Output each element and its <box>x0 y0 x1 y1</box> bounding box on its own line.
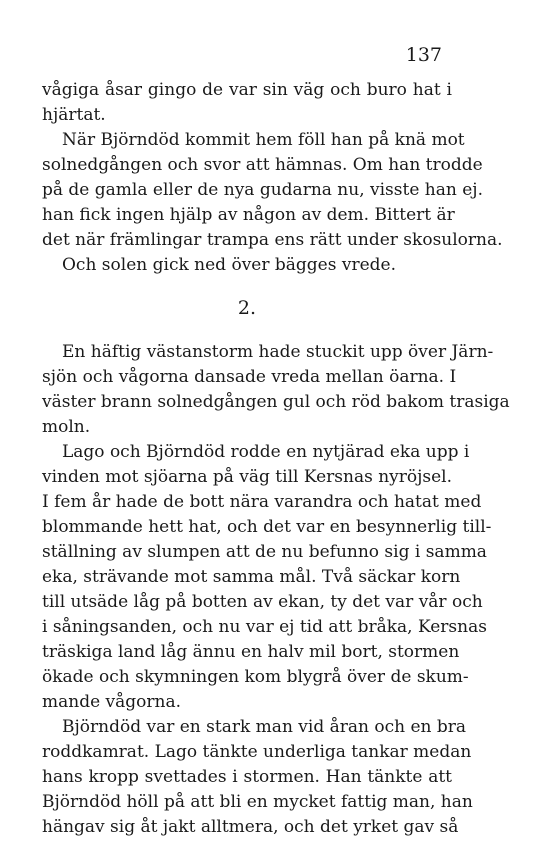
text-line: på de gamla eller de nya gudarna nu, visste han ej. <box>42 180 483 200</box>
text-line: hängav sig åt jakt alltmera, och det yrket gav så <box>42 817 459 837</box>
text-line: roddkamrat. Lago tänkte underliga tankar medan <box>42 742 472 762</box>
text-line: En häftig västanstorm hade stuckit upp över Järn- <box>62 342 494 362</box>
text-line: det när främlingar trampa ens rätt under skosulorna. <box>42 230 503 250</box>
text-line: till utsäde låg på botten av ekan, ty det var vår och <box>42 592 483 612</box>
text-line: I fem år hade de bott nära varandra och hatat med <box>42 492 482 512</box>
text-line: väster brann solnedgången gul och röd bakom trasiga <box>42 392 510 412</box>
text-line: ställning av slumpen att de nu befunno sig i samma <box>42 542 487 562</box>
text-line: ökade och skymningen kom blygrå över de skum- <box>42 667 469 687</box>
text-line: hjärtat. <box>42 105 106 125</box>
text-line: träskiga land låg ännu en halv mil bort, stormen <box>42 642 460 662</box>
text-line: sjön och vågorna dansade vreda mellan öarna. I <box>42 367 457 387</box>
text-line: hans kropp svettades i stormen. Han tänkte att <box>42 767 452 787</box>
text-line: blommande hett hat, och det var en besynnerlig till- <box>42 517 492 537</box>
text-line: När Björndöd kommit hem föll han på knä mot <box>62 130 465 150</box>
text-line: Björndöd var en stark man vid åran och en bra <box>62 717 467 737</box>
text-line: mande vågorna. <box>42 692 182 712</box>
text-line: Och solen gick ned över bägges vrede. <box>62 255 396 275</box>
text-line: vågiga åsar gingo de var sin väg och buro hat i <box>42 80 452 100</box>
section-heading: 2. <box>237 297 257 319</box>
text-line: vinden mot sjöarna på väg till Kersnas nyröjsel. <box>42 467 453 487</box>
text-line: moln. <box>42 417 91 437</box>
page-number: 137 <box>405 44 442 66</box>
text-line: solnedgången och svor att hämnas. Om han trodde <box>42 155 483 175</box>
text-line: Lago och Björndöd rodde en nytjärad eka upp i <box>62 442 470 462</box>
text-line: eka, strävande mot samma mål. Två säckar korn <box>42 567 461 587</box>
text-line: han fick ingen hjälp av någon av dem. Bittert är <box>42 205 455 225</box>
text-line: Björndöd höll på att bli en mycket fattig man, han <box>42 792 473 812</box>
text-line: i såningsanden, och nu var ej tid att bråka, Kersnas <box>42 617 487 637</box>
